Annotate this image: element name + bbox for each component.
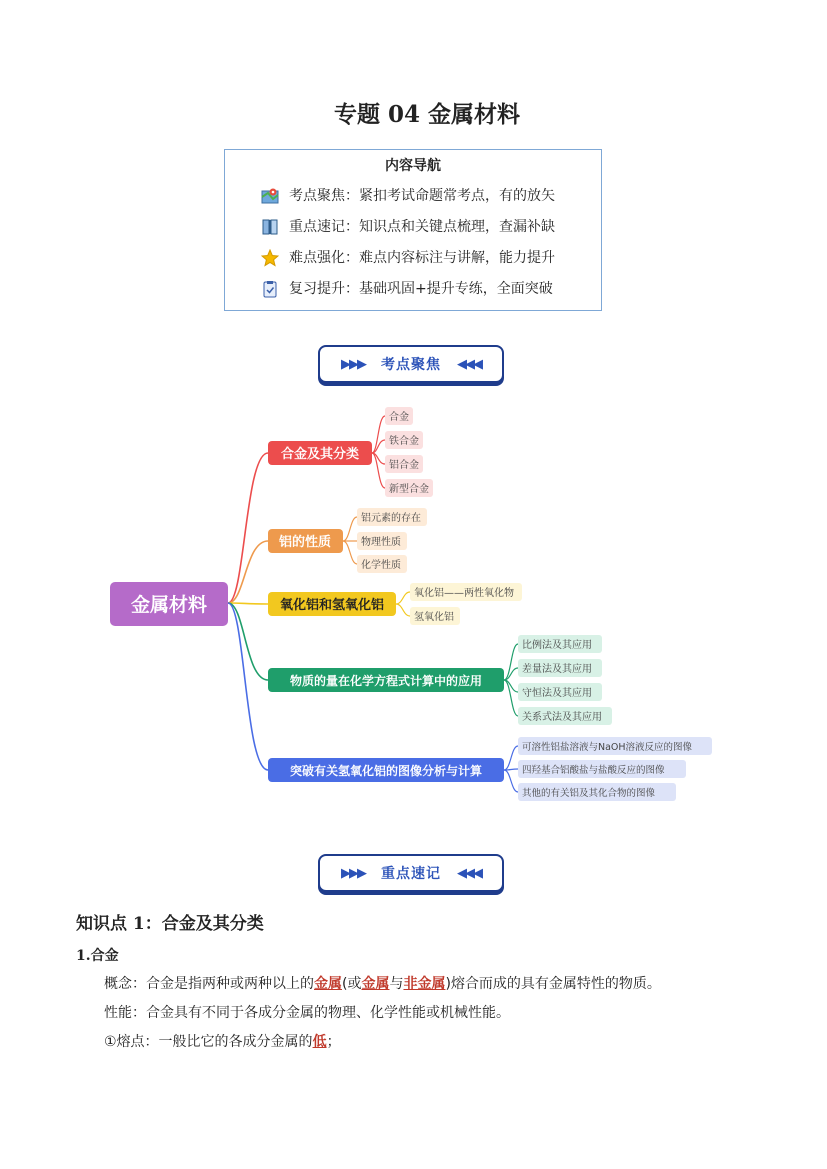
melting-paragraph: ①熔点：一般比它的各成分金属的低； <box>104 1034 341 1050</box>
leaf-soluble-al-salt: 可溶性铝盐溶液与NaOH溶液反应的图像 <box>522 742 693 753</box>
banner-focus-label: 考点聚焦 <box>381 357 441 373</box>
svg-text:合金及其分类: 合金及其分类 <box>280 447 360 462</box>
leaf-ratio: 比例法及其应用 <box>522 640 592 651</box>
branch-aluminum <box>268 529 343 553</box>
branch-alloy <box>268 441 372 465</box>
leaf-alumina: 氧化铝——两性氧化物 <box>414 588 514 599</box>
branch-alumina-hydroxide <box>268 592 396 616</box>
nav-heading: 内容导航 <box>385 158 441 174</box>
svg-text:氧化铝和氢氧化铝: 氧化铝和氢氧化铝 <box>279 598 385 613</box>
branch-mole-calc <box>268 668 504 692</box>
concept-paragraph: 概念：合金是指两种或两种以上的金属(或金属与非金属)熔合而成的具有金属特性的物质。 <box>104 976 661 992</box>
section-heading: 知识点 1：合金及其分类 <box>76 914 264 934</box>
subsection-heading: 1.合金 <box>76 948 119 964</box>
nav-item-text: 考点聚焦：紧扣考试命题常考点，有的放矢 <box>289 188 555 204</box>
leaf-new-alloy: 新型合金 <box>389 484 429 495</box>
left-arrows-icon: ◀◀◀ <box>457 356 481 372</box>
leaf-relation: 关系式法及其应用 <box>522 712 602 723</box>
nav-item-text: 难点强化：难点内容标注与讲解，能力提升 <box>289 250 555 266</box>
leaf-tetrahydroxy: 四羟基合铝酸盐与盐酸反应的图像 <box>522 765 665 776</box>
leaf-aluminum-alloy: 铝合金 <box>389 460 419 471</box>
leaf-iron-alloy: 铁合金 <box>389 436 419 447</box>
svg-text:突破有关氢氧化铝的图像分析与计算: 突破有关氢氧化铝的图像分析与计算 <box>289 764 483 778</box>
banner-notes <box>318 854 504 892</box>
page-title: 专题 04 金属材料 <box>333 101 521 128</box>
leaf-alloy: 合金 <box>389 412 409 423</box>
leaf-al-hydroxide: 氢氧化铝 <box>414 612 454 623</box>
left-arrows-icon: ◀◀◀ <box>457 865 481 881</box>
property-paragraph: 性能：合金具有不同于各成分金属的物理、化学性能或机械性能。 <box>104 1005 510 1021</box>
leaf-al-existence: 铝元素的存在 <box>361 513 421 524</box>
nav-item-text: 重点速记：知识点和关键点梳理，查漏补缺 <box>289 219 555 235</box>
right-arrows-icon: ▶▶▶ <box>341 865 365 881</box>
nav-item-text: 复习提升：基础巩固+提升专练，全面突破 <box>289 281 553 297</box>
mindmap-root <box>110 582 228 626</box>
svg-text:物质的量在化学方程式计算中的应用: 物质的量在化学方程式计算中的应用 <box>289 674 483 688</box>
banner-notes-label: 重点速记 <box>381 866 441 882</box>
right-arrows-icon: ▶▶▶ <box>341 356 365 372</box>
svg-text:金属材料: 金属材料 <box>130 594 208 616</box>
branch-hydroxide-graph <box>268 758 504 782</box>
leaf-chemical: 化学性质 <box>361 560 401 571</box>
leaf-difference: 差量法及其应用 <box>522 664 592 675</box>
leaf-physical: 物理性质 <box>361 537 401 548</box>
svg-text:铝的性质: 铝的性质 <box>278 535 332 550</box>
leaf-conservation: 守恒法及其应用 <box>522 688 592 699</box>
leaf-other-graphs: 其他的有关铝及其化合物的图像 <box>522 788 656 799</box>
